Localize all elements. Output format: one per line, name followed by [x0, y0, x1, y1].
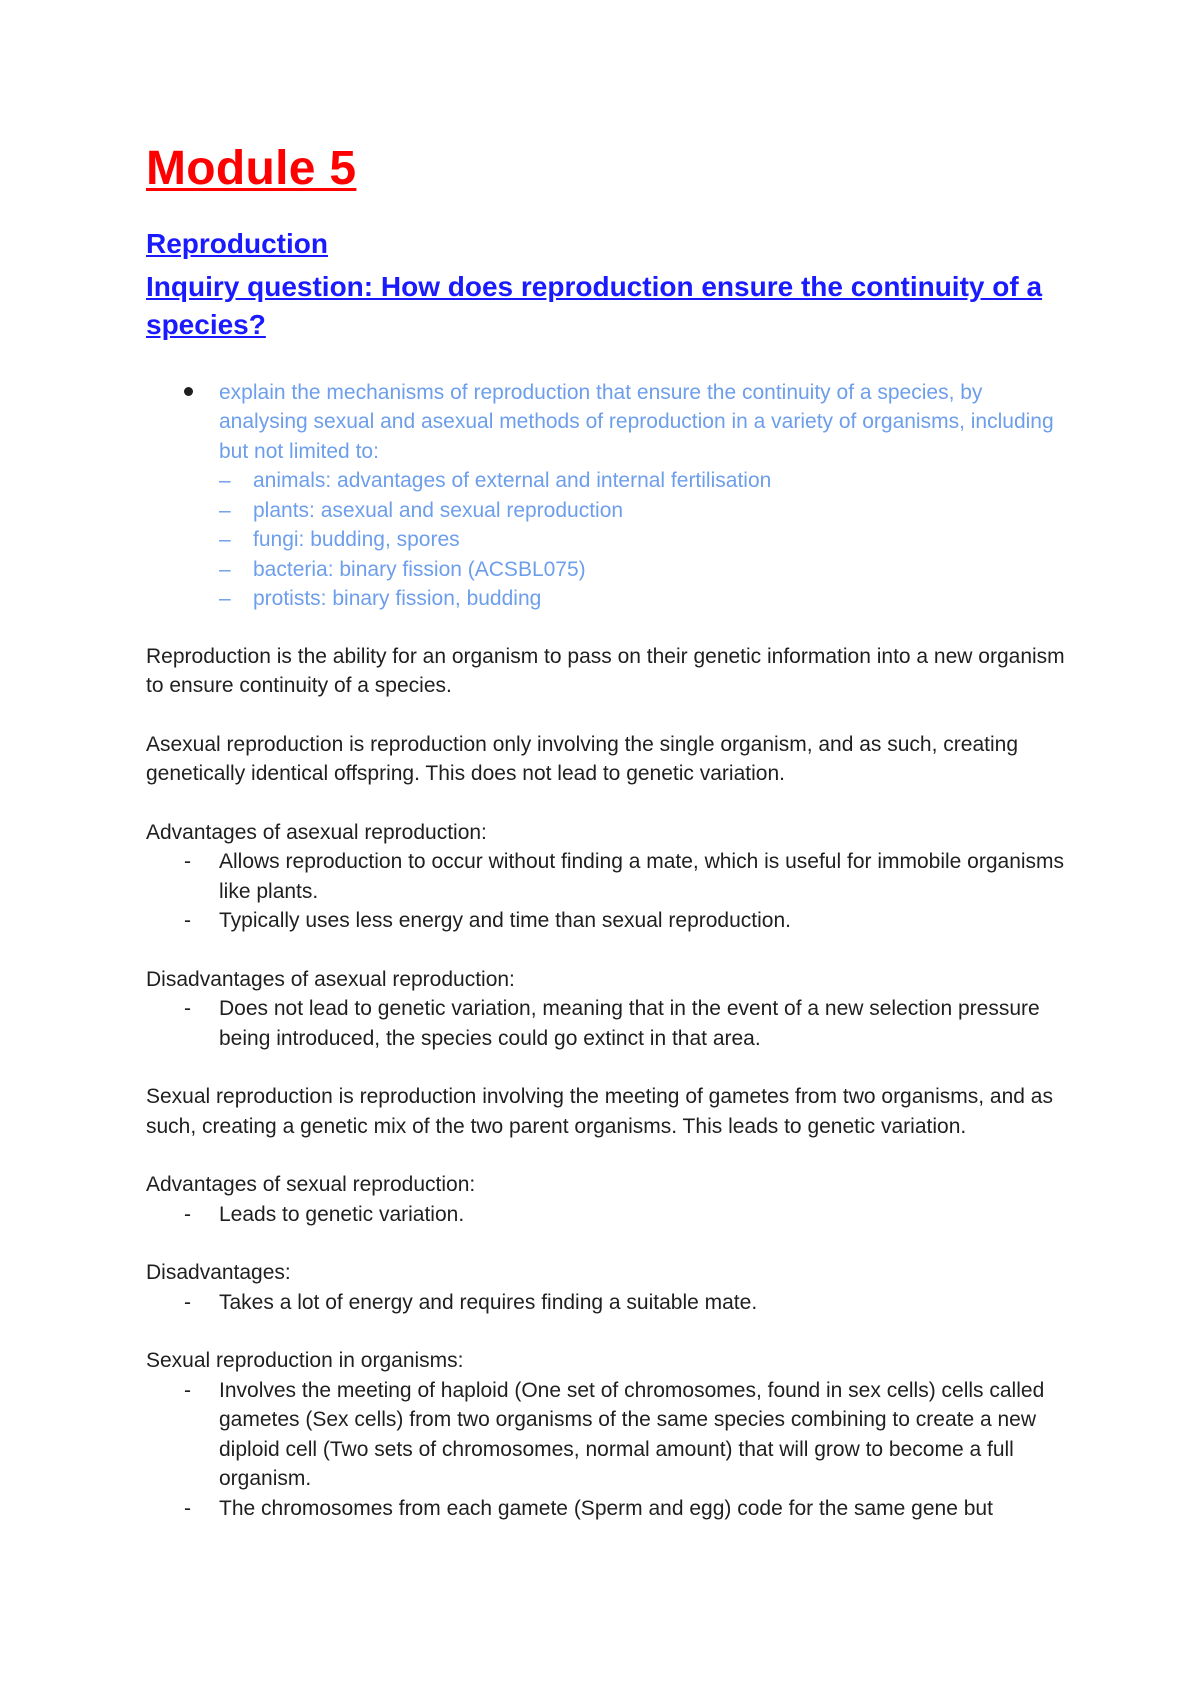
reproduction-definition: Reproduction is the ability for an organism to pass on their genetic information into a new organism to ensure continuity of a species.: [146, 644, 1065, 698]
list-item: [146, 847, 1076, 906]
list-item: [146, 1494, 1076, 1524]
inquiry-question: Inquiry question: How does reproduction ensure the continuity of a species?: [146, 270, 1043, 340]
asexual-advantages-heading: Advantages of asexual reproduction:: [146, 820, 487, 844]
syllabus-sub-text: bacteria: binary fission (ACSBL075): [253, 557, 586, 581]
asexual-definition: Asexual reproduction is reproduction only involving the single organism, and as such, creating genetically identical offspring. This does not lead to genetic variation.: [146, 732, 1018, 786]
sexual-advantages-section: [146, 1170, 1076, 1229]
sexual-in-organisms-list: [146, 1376, 1076, 1524]
sexual-disadvantages-list: [146, 1288, 1076, 1318]
syllabus-sub-item: [219, 496, 1076, 526]
asexual-disadvantages-section: [146, 965, 1076, 1054]
dash-icon: –: [219, 557, 231, 581]
syllabus-sub-text: animals: advantages of external and internal fertilisation: [253, 469, 772, 493]
sexual-in-organisms-section: [146, 1346, 1076, 1523]
sexual-disadvantages-heading: Disadvantages:: [146, 1261, 291, 1285]
dash-icon: -: [184, 909, 191, 933]
dash-icon: –: [219, 587, 231, 611]
dash-icon: -: [184, 1290, 191, 1314]
syllabus-sub-item: [219, 584, 1076, 614]
dash-icon: -: [184, 1496, 191, 1520]
list-item-text: Involves the meeting of haploid (One set of chromosomes, found in sex cells) cells called gametes (Sex cells) from two organisms of the same species combining to create a new diploid cell (Two sets of chromosomes, normal amount) that will grow to become a full organism.: [219, 1378, 1045, 1491]
document-page: [146, 140, 1076, 1523]
sexual-advantages-list: [146, 1200, 1076, 1230]
list-item-text: Does not lead to genetic variation, meaning that in the event of a new selection pressure being introduced, the species could go extinct in that area.: [219, 997, 1040, 1050]
dash-icon: -: [184, 997, 191, 1021]
syllabus-sub-item: [219, 466, 1076, 496]
list-item: [146, 1376, 1076, 1494]
notes-body: [146, 642, 1076, 1524]
syllabus-list: [146, 378, 1076, 614]
sexual-advantages-heading: Advantages of sexual reproduction:: [146, 1173, 476, 1197]
dash-icon: -: [184, 1202, 191, 1226]
list-item-text: The chromosomes from each gamete (Sperm and egg) code for the same gene but: [219, 1496, 993, 1520]
asexual-disadvantages-heading: Disadvantages of asexual reproduction:: [146, 967, 515, 991]
syllabus-sub-text: plants: asexual and sexual reproduction: [253, 498, 624, 522]
syllabus-sub-item: [219, 525, 1076, 555]
sexual-in-organisms-heading: Sexual reproduction in organisms:: [146, 1349, 464, 1373]
dash-icon: –: [219, 469, 231, 493]
bullet-dot-icon: [184, 387, 193, 396]
list-item-text: Typically uses less energy and time than sexual reproduction.: [219, 909, 791, 933]
sexual-definition: Sexual reproduction is reproduction involving the meeting of gametes from two organisms, and as such, creating a genetic mix of the two parent organisms. This leads to genetic variation.: [146, 1085, 1053, 1138]
list-item: [146, 1288, 1076, 1318]
asexual-disadvantages-list: [146, 994, 1076, 1053]
dash-icon: –: [219, 498, 231, 522]
section-heading: Reproduction: [146, 227, 328, 259]
list-item-text: Leads to genetic variation.: [219, 1202, 465, 1226]
syllabus-sub-item: [219, 555, 1076, 585]
dash-icon: –: [219, 528, 231, 552]
syllabus-point: [146, 378, 1076, 614]
module-title: Module 5: [146, 142, 357, 195]
list-item: [146, 994, 1076, 1053]
syllabus-sub-text: protists: binary fission, budding: [253, 587, 542, 611]
list-item-text: Takes a lot of energy and requires finding a suitable mate.: [219, 1290, 758, 1314]
dash-icon: -: [184, 1378, 191, 1402]
sexual-disadvantages-section: [146, 1258, 1076, 1317]
list-item: [146, 1200, 1076, 1230]
dash-icon: -: [184, 850, 191, 874]
syllabus-sub-list: [219, 466, 1076, 614]
list-item: [146, 906, 1076, 936]
list-item-text: Allows reproduction to occur without finding a mate, which is useful for immobile organisms like plants.: [219, 850, 1065, 903]
syllabus-point-text: explain the mechanisms of reproduction that ensure the continuity of a species, by analysing sexual and asexual methods of reproduction in a variety of organisms, including but not limited to:: [219, 380, 1054, 463]
asexual-advantages-list: [146, 847, 1076, 936]
asexual-advantages-section: [146, 818, 1076, 936]
syllabus-sub-text: fungi: budding, spores: [253, 528, 460, 552]
